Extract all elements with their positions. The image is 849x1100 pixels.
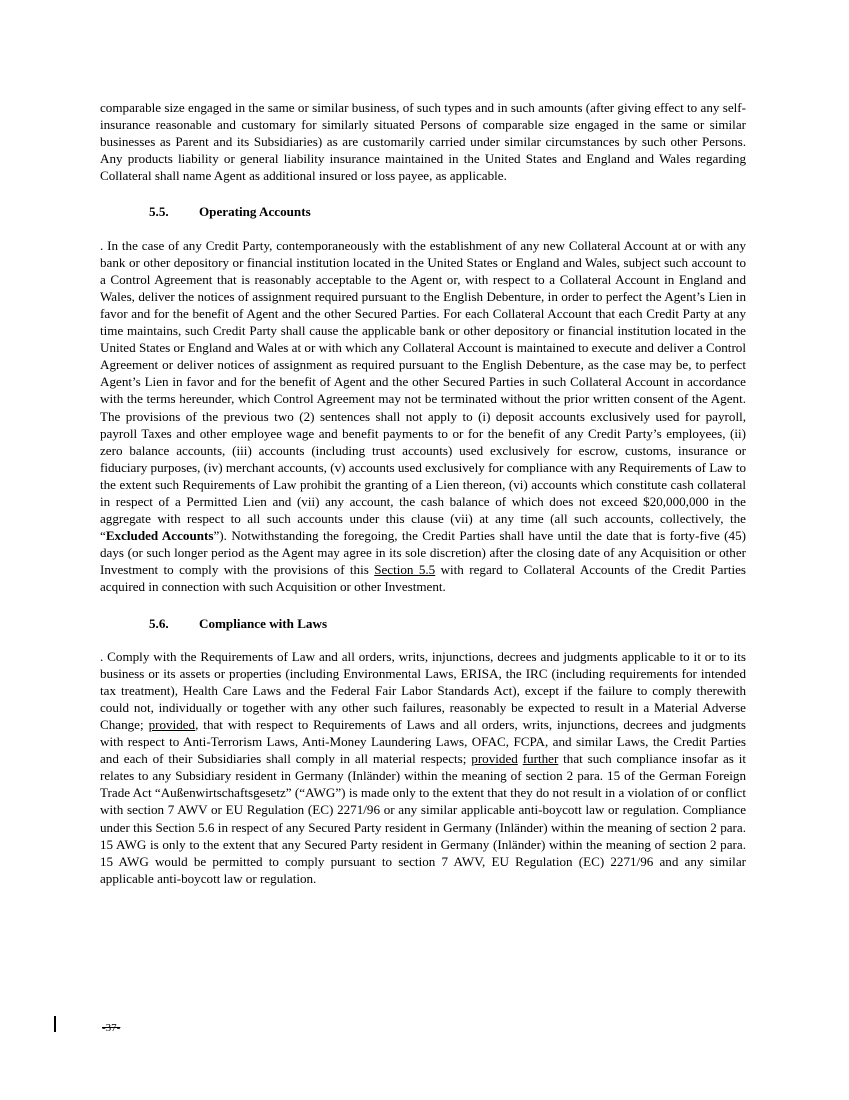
body-text: , that with respect to Requirements of Laws and all orders, writs, injunctions, decrees and judgments with respect to Anti-Terrorism Laws, Anti-Money Laundering Laws, OFAC, FCPA, and similar Laws, the Credit Parties and each of their Subsidiaries shall comply in all material respects;	[100, 717, 746, 767]
section-heading-5-6	[149, 615, 746, 632]
proviso-term: further	[522, 751, 559, 767]
body-text: . In the case of any Credit Party, contemporaneously with the establishment of any new Collateral Account at or with any bank or other depository or financial institution located in the United States or England and Wales, subject such account to a Control Agreement that is reasonably acceptable to the Agent or, with respect to a Collateral Account in England and Wales, deliver the notices of assignment required pursuant to the English Debenture, in order to perfect the Agent’s Lien in favor and for the benefit of Agent and the other Secured Parties. For each Collateral Account that each Credit Party at any time maintains, such Credit Party shall cause the applicable bank or other depository or financial institution located in the United States or England and Wales at or with which any Collateral Account is maintained to execute and deliver a Control Agreement or deliver notices of assignment as required pursuant to the English Debenture, as the case may be, to perfect Agent’s Lien in favor and for the benefit of Agent and the other Secured Parties in such Collateral Account in accordance with the terms hereunder, which Control Agreement may not be terminated without the prior written consent of the Agent. The provisions of the previous two (2) sentences shall not apply to (i) deposit accounts exclusively used for payroll, payroll Taxes and other employee wage and benefit payments to or for the benefit of any Credit Party’s employees, (ii) zero balance accounts, (iii) accounts (including trust accounts) used exclusively for escrow, customs, insurance or fiduciary purposes, (iv) merchant accounts, (v) accounts used exclusively for compliance with any Requirements of Law to the extent such Requirements of Law prohibit the granting of a Lien thereon, (vi) accounts which constitute cash collateral in respect of a Permitted Lien and (vii) any account, the cash balance of which does not exceed $20,000,000 in the aggregate with respect to all such accounts under this clause (vii) at any time (all such accounts, collectively, the “	[100, 237, 746, 544]
proviso-term: provided	[471, 751, 518, 767]
page-number: -37-	[102, 1022, 121, 1034]
paragraph-insurance-continued: comparable size engaged in the same or similar business, of such types and in such amounts (after giving effect to any self-insurance reasonable and customary for similarly situated Persons of comparable size engaged in the same or similar businesses as Parent and its Subsidiaries) as are customarily carried under similar circumstances by such other Persons. Any products liability or general liability insurance maintained in the United States and England and Wales regarding Collateral shall name Agent as additional insured or loss payee, as applicable.	[100, 100, 746, 184]
body-text: . Comply with the Requirements of Law and all orders, writs, injunctions, decrees and judgments applicable to it or to its business or its assets or properties (including Environmental Laws, ERISA, the IRC (including requirements for intended tax treatment), Health Care Laws and the Federal Fair Labor Standards Act), except if the failure to comply therewith could not, individually or together with any other such failures, reasonably be expected to result in a Material Adverse Change;	[100, 648, 746, 732]
section-body-5-6	[100, 648, 746, 887]
revision-change-bar	[54, 1016, 56, 1032]
defined-term: Excluded Accounts	[105, 528, 214, 544]
section-cross-reference: Section 5.5	[374, 562, 436, 578]
body-text: ”). Notwithstanding the foregoing, the Credit Parties shall have until the date that is forty-five (45) days (or such longer period as the Agent may agree in its sole discretion) after the closing date of any Acquisition or other Investment to comply with the provisions of this	[100, 528, 746, 578]
body-text: that such compliance insofar as it relates to any Subsidiary resident in Germany (Inländer) within the meaning of section 2 para. 15 of the German Foreign Trade Act “Außenwirtschaftsgesetz” (“AWG”) is made only to the extent that they do not result in a violation of or conflict with section 7 AWV or EU Regulation (EC) 2271/96 or any similar applicable anti-boycott law or regulation. Compliance under this Section 5.6 in respect of any Secured Party resident in Germany (Inländer) within the meaning of section 2 para. 15 AWG is only to the extent that any Secured Party resident in Germany (Inländer) within the meaning of section 2 para. 15 AWG would be permitted to comply pursuant to section 7 AWV, EU Regulation (EC) 2271/96 and any similar applicable anti-boycott law or regulation.	[100, 751, 747, 886]
proviso-term: provided	[148, 717, 196, 732]
section-title: Operating Accounts	[199, 204, 311, 220]
section-number: 5.5.	[149, 204, 169, 220]
section-number: 5.6.	[149, 615, 169, 631]
section-title: Compliance with Laws	[199, 615, 328, 631]
body-text: with regard to Collateral Accounts of the Credit Parties acquired in connection with such Acquisition or other Investment.	[100, 562, 746, 595]
document-page	[100, 99, 746, 887]
section-body-5-5	[100, 237, 746, 596]
section-heading-5-5	[149, 203, 746, 220]
